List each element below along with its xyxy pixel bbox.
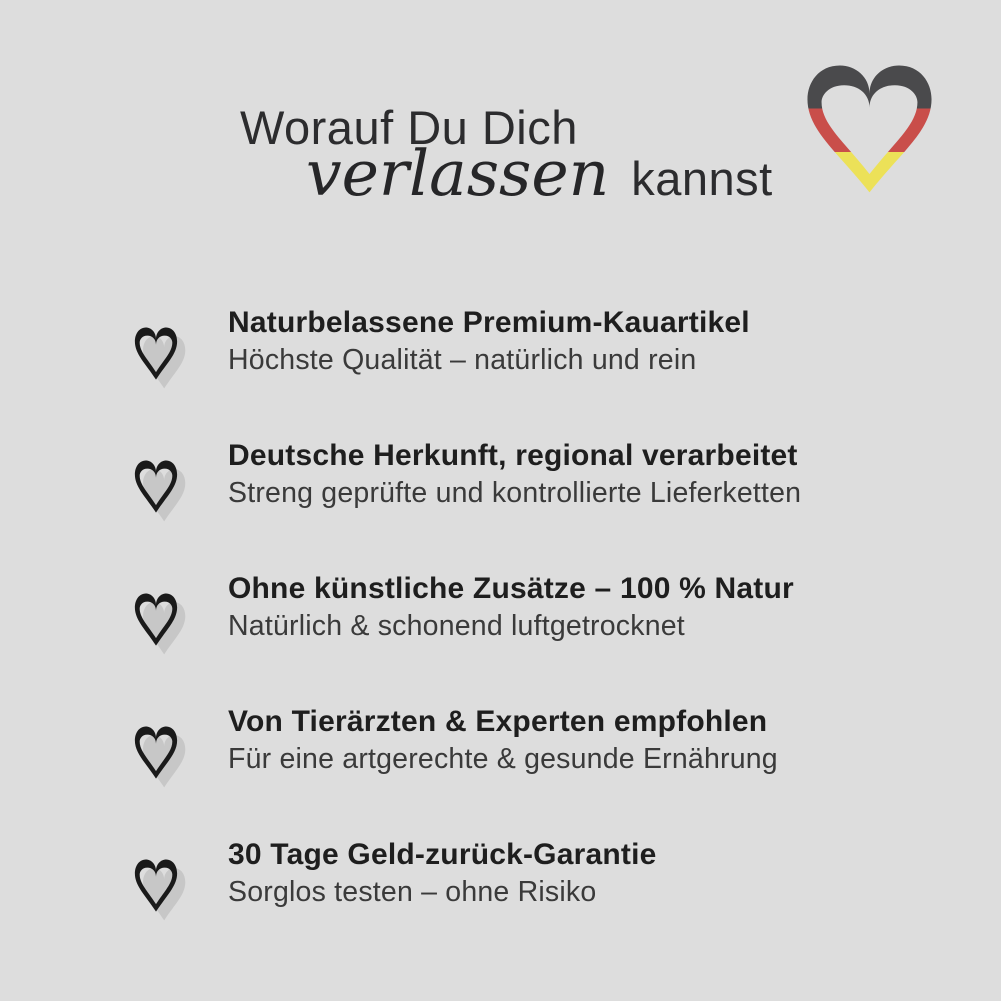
- benefit-item: [132, 437, 952, 521]
- benefit-subtitle: Streng geprüfte und kontrollierte Lieferketten: [228, 477, 802, 509]
- benefit-subtitle: Für eine artgerechte & gesunde Ernährung: [228, 743, 778, 775]
- benefit-text: [228, 703, 952, 777]
- benefit-item: [132, 836, 952, 920]
- benefit-subtitle: Höchste Qualität – natürlich und rein: [228, 344, 697, 376]
- benefit-subtitle: Natürlich & schonend luftgetrocknet: [228, 610, 685, 642]
- benefit-title: Von Tierärzten & Experten empfohlen: [228, 705, 768, 738]
- heart-bullet-icon: [132, 856, 182, 920]
- benefit-title: Deutsche Herkunft, regional verarbeitet: [228, 439, 798, 472]
- benefit-item: [132, 703, 952, 787]
- benefit-text: [228, 304, 952, 378]
- headline-line2: [306, 138, 773, 210]
- benefit-title: Ohne künstliche Zusätze – 100 % Natur: [228, 572, 794, 605]
- benefit-text: [228, 437, 952, 511]
- benefit-item: [132, 570, 952, 654]
- benefit-title: Naturbelassene Premium-Kauartikel: [228, 306, 750, 339]
- headline-emphasis: verlassen: [306, 137, 610, 210]
- heart-bullet-icon: [132, 590, 182, 654]
- heart-bullet-icon: [132, 457, 182, 521]
- heart-bullet-icon: [132, 723, 182, 787]
- headline-line1: Worauf Du Dich: [240, 101, 578, 154]
- benefit-item: [132, 304, 952, 388]
- benefit-text: [228, 570, 952, 644]
- heart-bullet-icon: [132, 324, 182, 388]
- headline-line2-rest: kannst: [631, 152, 773, 205]
- german-flag-heart-icon: [799, 57, 940, 198]
- benefits-list: [132, 304, 952, 969]
- benefit-text: [228, 836, 952, 910]
- benefit-subtitle: Sorglos testen – ohne Risiko: [228, 876, 597, 908]
- benefit-title: 30 Tage Geld-zurück-Garantie: [228, 838, 657, 871]
